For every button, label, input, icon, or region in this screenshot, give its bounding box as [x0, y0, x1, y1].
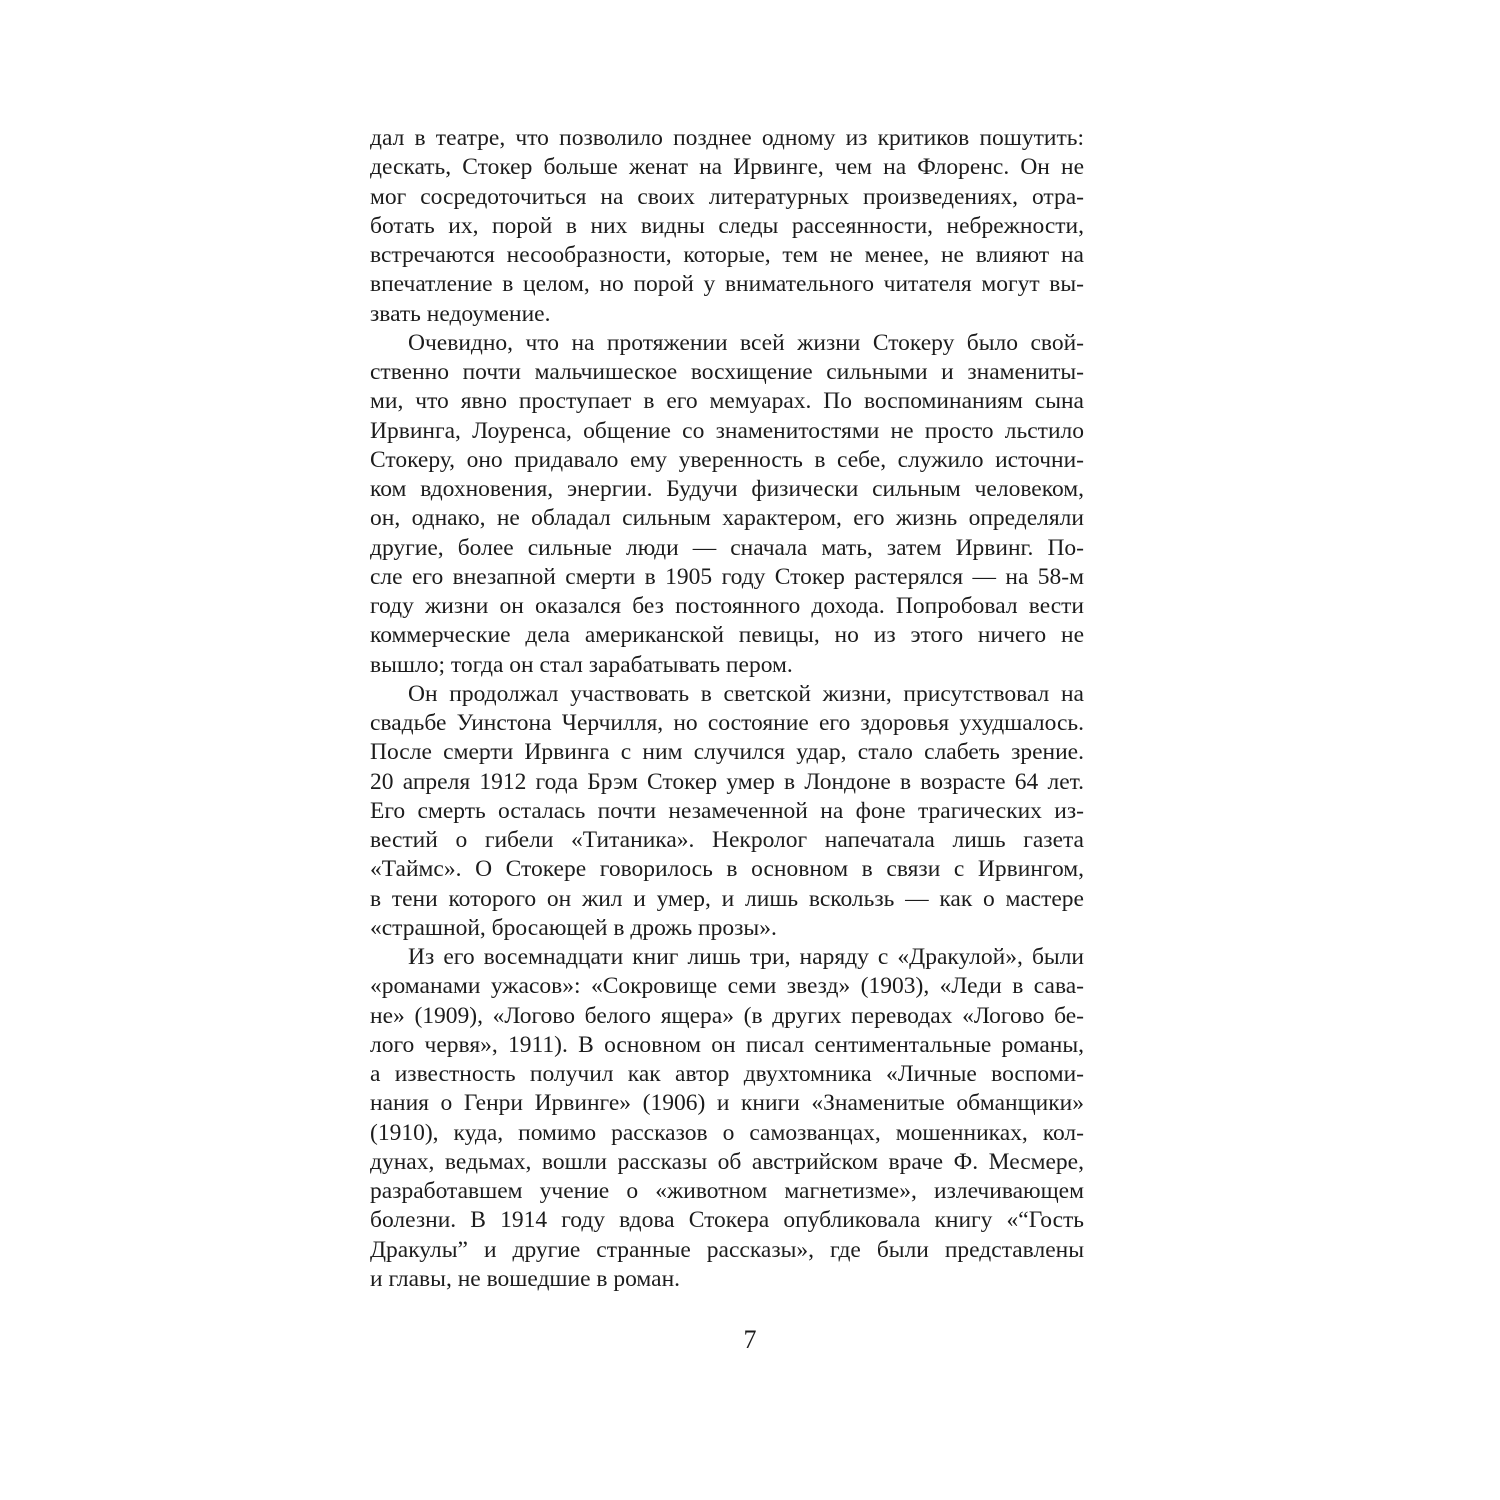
text-column — [370, 124, 1084, 1294]
text-line: Он продолжал участвовать в светской жизни, присутствовал на — [408, 680, 1084, 707]
text-line: (1910), куда, помимо рассказов о самозванцах, мошенниках, кол- — [370, 1119, 1084, 1146]
text-line: вышло; тогда он стал зарабатывать пером. — [370, 651, 793, 678]
text-line: нания о Генри Ирвинге» (1906) и книги «Знаменитые обманщики» — [370, 1090, 1084, 1117]
text-line: Стокеру, оно придавало ему уверенность в себе, служило источни- — [370, 446, 1084, 473]
text-line: а известность получил как автор двухтомника «Личные воспоми- — [370, 1061, 1084, 1087]
text-line: не» (1909), «Логово белого ящера» (в других переводах «Логово бе- — [370, 1002, 1084, 1029]
text-line: Очевидно, что на протяжении всей жизни Стокеру было свой- — [408, 329, 1084, 356]
text-line: Его смерть осталась почти незамеченной на фоне трагических из- — [370, 797, 1084, 824]
text-line: дескать, Стокер больше женат на Ирвинге, чем на Флоренс. Он не — [370, 154, 1084, 181]
text-line: дунах, ведьмах, вошли рассказы об австрийском враче Ф. Месмере, — [370, 1148, 1084, 1175]
text-line: вестий о гибели «Титаника». Некролог напечатала лишь газета — [370, 827, 1084, 853]
text-line: ми, что явно проступает в его мемуарах. По воспоминаниям сына — [370, 388, 1084, 415]
text-line: дал в театре, что позволило позднее одному из критиков пошутить: — [370, 125, 1084, 151]
paragraph — [370, 124, 1084, 329]
text-line: сле его внезапной смерти в 1905 году Стокер растерялся — на 58-м — [370, 563, 1084, 590]
text-line: ком вдохновения, энергии. Будучи физически сильным человеком, — [370, 476, 1084, 502]
text-line: впечатление в целом, но порой у внимательного читателя могут вы- — [370, 271, 1084, 298]
text-line: разработавшем учение о «животном магнетизме», излечивающем — [370, 1178, 1084, 1204]
text-line: Из его восемнадцати книг лишь три, наряду с «Дракулой», были — [408, 944, 1084, 970]
text-line: мог сосредоточиться на своих литературных произведениях, отра- — [370, 183, 1084, 210]
text-line: ботать их, порой в них видны следы рассеянности, небрежности, — [370, 212, 1084, 239]
text-line: «романами ужасов»: «Сокровище семи звезд» (1903), «Леди в сава- — [370, 973, 1084, 1000]
text-line: в тени которого он жил и умер, и лишь вскользь — как о мастере — [370, 885, 1084, 912]
paragraph — [370, 329, 1084, 680]
text-line: 20 апреля 1912 года Брэм Стокер умер в Лондоне в возрасте 64 лет. — [370, 768, 1084, 795]
text-line: звать недоумение. — [370, 300, 551, 327]
text-line: другие, более сильные люди — сначала мать, затем Ирвинг. По- — [370, 534, 1084, 561]
page-number: 7 — [743, 1325, 757, 1354]
text-line: «страшной, бросающей в дрожь прозы». — [370, 914, 777, 941]
text-line: и главы, не вошедшие в роман. — [370, 1265, 681, 1292]
text-line: встречаются несообразности, которые, тем не менее, не влияют на — [370, 242, 1084, 268]
text-line: «Таймс». О Стокере говорилось в основном в связи с Ирвингом, — [370, 856, 1084, 883]
text-line: Дракулы” и другие странные рассказы», где были представлены — [370, 1236, 1084, 1263]
text-line: ственно почти мальчишеское восхищение сильными и знамениты- — [370, 359, 1084, 385]
paragraph — [370, 943, 1084, 1294]
text-line: болезни. В 1914 году вдова Стокера опубликовала книгу «“Гость — [370, 1207, 1084, 1234]
text-line: лого червя», 1911). В основном он писал сентиментальные романы, — [370, 1031, 1084, 1058]
text-line: свадьбе Уинстона Черчилля, но состояние его здоровья ухудшалось. — [370, 710, 1084, 736]
text-line: После смерти Ирвинга с ним случился удар, стало слабеть зрение. — [370, 739, 1084, 766]
text-line: коммерческие дела американской певицы, но из этого ничего не — [370, 622, 1084, 649]
text-line: году жизни он оказался без постоянного дохода. Попробовал вести — [370, 593, 1084, 619]
text-line: Ирвинга, Лоуренса, общение со знаменитостями не просто льстило — [370, 417, 1084, 444]
paragraph — [370, 680, 1084, 943]
text-line: он, однако, не обладал сильным характером, его жизнь определяли — [370, 505, 1084, 532]
